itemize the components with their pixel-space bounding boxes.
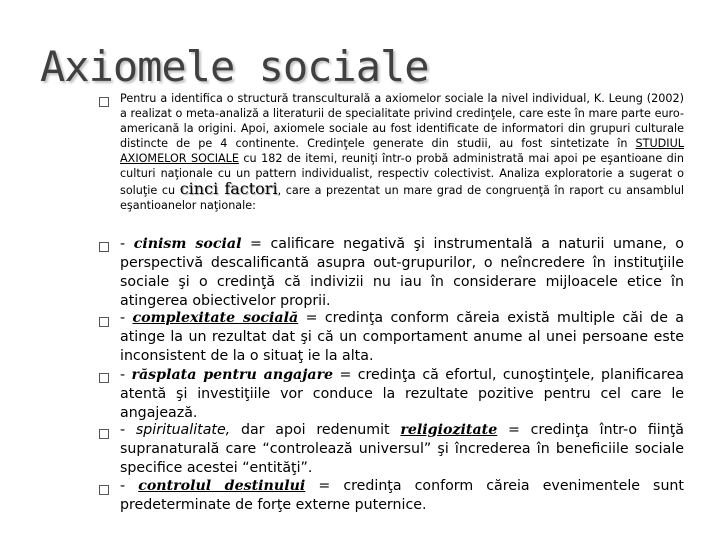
bullet-square-icon (99, 97, 109, 107)
page-title: Axiomele sociale (40, 42, 429, 91)
list-item-intro (120, 91, 684, 213)
term-rasplata-pentru-angajare: răsplata pentru angajare (131, 367, 334, 383)
term-complexitate-sociala: complexitate socială (132, 310, 299, 326)
list-item-cinism (120, 235, 684, 311)
term-religiozitate: religiozitate (400, 422, 498, 438)
intro-text-a: Pentru a identifica o structură transculturală a axiomelor sociale la nivel individual, K. Leung (2002) a realizat o meta-analiză a literaturii de specialitate privind credinţele, care este în mare parte euro-americană la origini. Apoi, axiomele sociale au fost identificate de informatori din grupuri culturale distincte de pe 4 continente. Credinţele generate din studii, au fost sintetizate în (120, 92, 684, 150)
item-dash: - (120, 367, 132, 383)
bullet-square-icon (99, 242, 109, 252)
item-definition: = credinţa conform căreia există multiple căi de a atinge la un rezultat dat şi că un comportament anume al unei persoane este inconsistent de la o situaţ ie la alta. (120, 310, 684, 364)
item-definition: = credinţa conform căreia evenimentele sunt predeterminate de forţe externe puternice. (120, 478, 684, 513)
list-item-destin (120, 477, 684, 515)
term-cinism-social: cinism social (133, 236, 242, 252)
bullet-square-icon (99, 485, 109, 495)
intro-keyword: cinci factori (179, 179, 278, 198)
intro-text-b: cu 182 de itemi, reuniţi într-o probă administrată mai apoi pe eşantioane din culturi naţionale cu un pattern individualist, respectiv colectivist. Analiza exploratorie a sugerat o soluţie cu (120, 152, 684, 197)
bullet-square-icon (99, 317, 109, 327)
list-item-complexitate (120, 309, 684, 366)
item-dash: - (120, 310, 133, 326)
item-definition: = calificare negativă şi instrumentală a naturii umane, o perspectivă descalificantă asupra out-grupurilor, o neîncredere în instituţiile sociale şi o credinţă că indivizii nu iau în considerare mijloacele etice în atingerea obiectivelor proprii. (120, 236, 684, 309)
item-dash: - (120, 236, 134, 252)
item-definition: = credinţa că efortul, cunoştinţele, planificarea atentă şi investiţiile vor conduce la rezultate pozitive pentru cel care le angajează. (120, 367, 684, 421)
intro-text-c: , care a prezentat un mare grad de congruenţă în raport cu ansamblul eşantioanelor naţionale: (120, 184, 685, 212)
term-controlul-destinului: controlul destinului (138, 478, 306, 494)
item-dash: - (120, 422, 136, 438)
bullet-square-icon (99, 373, 109, 383)
list-item-rasplata (120, 366, 684, 423)
item-dash: - (120, 478, 139, 494)
bullet-square-icon (99, 429, 109, 439)
item-connector: dar apoi redenumit (230, 422, 401, 438)
term-spiritualitate: spiritualitate, (135, 422, 231, 438)
intro-link-studiul: STUDIUL AXIOMELOR SOCIALE (120, 137, 684, 165)
list-item-religiozitate (120, 421, 684, 478)
item-definition: = credinţa într-o fiinţă supranaturală care “controlează universul” şi încrederea în beneficiile sociale specifice acestei “entităţi”. (120, 422, 684, 476)
